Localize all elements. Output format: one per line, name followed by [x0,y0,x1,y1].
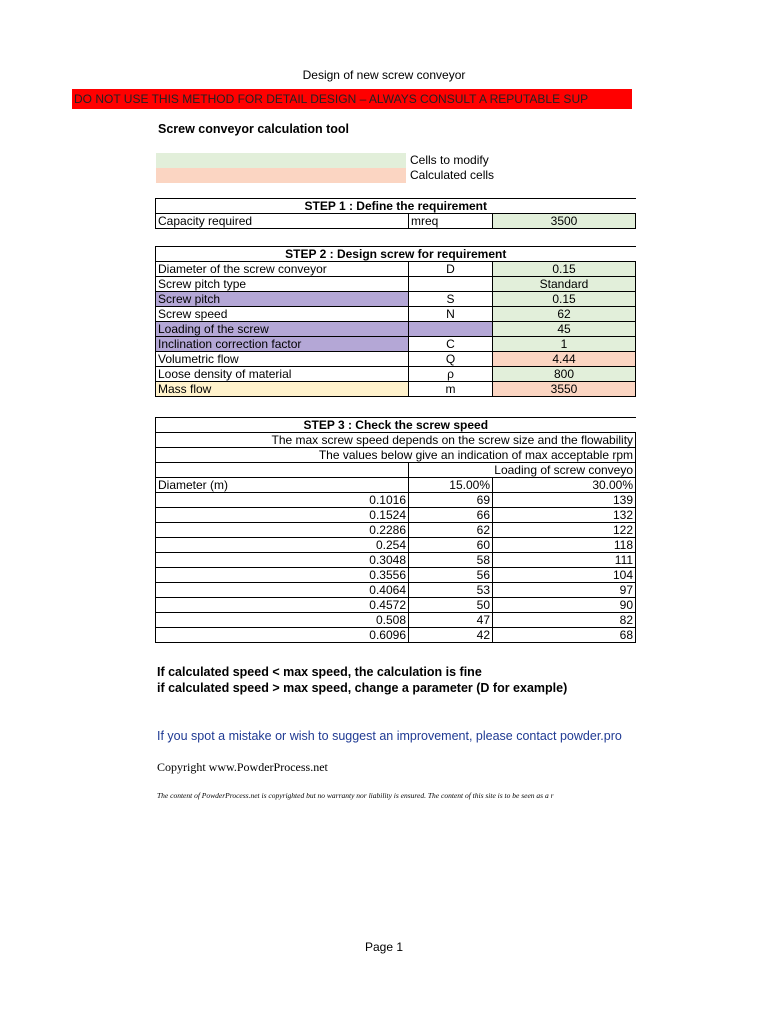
loading-input-cell[interactable]: 45 [493,322,636,337]
calculated-swatch [156,168,406,183]
row-symbol: ρ [409,367,493,382]
table-row [156,214,636,229]
speed-15-cell: 47 [409,613,493,628]
row-label: Screw pitch type [156,277,409,292]
speed-15-cell: 58 [409,553,493,568]
speed-15-cell: 66 [409,508,493,523]
row-symbol: mreq [409,214,493,229]
contact-note: If you spot a mistake or wish to suggest an improvement, please contact powder.pro [157,729,622,743]
diameter-cell: 0.6096 [156,628,409,643]
warning-banner: DO NOT USE THIS METHOD FOR DETAIL DESIGN – ALWAYS CONSULT A REPUTABLE SUP [72,89,632,109]
note-change: if calculated speed > max speed, change a parameter (D for example) [157,681,568,695]
copyright-text: Copyright www.PowderProcess.net [157,760,328,774]
speed-15-cell: 42 [409,628,493,643]
table-row [156,367,636,382]
step2-title: STEP 2 : Design screw for requirement [156,247,636,262]
row-symbol: N [409,307,493,322]
step2-table [155,246,636,397]
table-row [156,307,636,322]
table-row [156,382,636,397]
speed-15-cell: 69 [409,493,493,508]
table-row [156,613,636,628]
row-label: Inclination correction factor [156,337,409,352]
calculated-legend-label: Calculated cells [410,168,495,182]
diameter-cell: 0.3556 [156,568,409,583]
table-row [156,568,636,583]
row-symbol [409,322,493,337]
row-symbol: D [409,262,493,277]
inclination-input-cell[interactable]: 1 [493,337,636,352]
volumetric-flow-cell: 4.44 [493,352,636,367]
row-label: Diameter of the screw conveyor [156,262,409,277]
step1-title: STEP 1 : Define the requirement [156,199,636,214]
document-title: Design of new screw conveyor [302,68,466,82]
pitch-input-cell[interactable]: 0.15 [493,292,636,307]
table-row [156,523,636,538]
row-label: Screw speed [156,307,409,322]
speed-30-cell: 118 [493,538,636,553]
speed-30-cell: 111 [493,553,636,568]
diameter-cell: 0.1016 [156,493,409,508]
row-symbol: S [409,292,493,307]
diameter-cell: 0.508 [156,613,409,628]
row-label: Capacity required [156,214,409,229]
table-row [156,262,636,277]
step3-title: STEP 3 : Check the screw speed [156,418,636,433]
speed-15-cell: 56 [409,568,493,583]
table-row [156,322,636,337]
table-row [156,598,636,613]
diameter-cell: 0.2286 [156,523,409,538]
row-label: Volumetric flow [156,352,409,367]
table-header-row [156,478,636,493]
speed-30-cell: 90 [493,598,636,613]
speed-15-cell: 50 [409,598,493,613]
row-label: Loading of the screw [156,322,409,337]
speed-30-cell: 122 [493,523,636,538]
speed-input-cell[interactable]: 62 [493,307,636,322]
density-input-cell[interactable]: 800 [493,367,636,382]
table-row [156,337,636,352]
table-row [156,493,636,508]
row-symbol: m [409,382,493,397]
speed-30-cell: 104 [493,568,636,583]
blank-cell [156,463,409,478]
speed-30-cell: 68 [493,628,636,643]
diameter-cell: 0.1524 [156,508,409,523]
diameter-cell: 0.4572 [156,598,409,613]
step1-table [155,198,636,229]
tool-subtitle: Screw conveyor calculation tool [158,122,350,136]
row-symbol [409,277,493,292]
row-symbol: C [409,337,493,352]
table-row [156,508,636,523]
speed-30-cell: 132 [493,508,636,523]
loading-header: Loading of screw conveyo [409,463,636,478]
mass-flow-cell: 3550 [493,382,636,397]
speed-30-cell: 82 [493,613,636,628]
table-row [156,292,636,307]
diameter-cell: 0.4064 [156,583,409,598]
modify-swatch [156,153,406,168]
diameter-input-cell[interactable]: 0.15 [493,262,636,277]
table-row [156,628,636,643]
loading-30-header: 30.00% [493,478,636,493]
row-symbol: Q [409,352,493,367]
step3-note-2: The values below give an indication of max acceptable rpm [156,448,636,463]
diameter-column-header: Diameter (m) [156,478,409,493]
step3-table [155,417,636,643]
table-row [156,583,636,598]
table-row [156,553,636,568]
disclaimer-text: The content of PowderProcess.net is copyrighted but no warranty nor liability is ensured. The content of this site is to be seen as a r [157,791,554,800]
pitch-type-input-cell[interactable]: Standard [493,277,636,292]
capacity-input-cell[interactable]: 3500 [493,214,636,229]
step3-note-1: The max screw speed depends on the screw size and the flowability [156,433,636,448]
speed-15-cell: 53 [409,583,493,598]
loading-15-header: 15.00% [409,478,493,493]
table-row [156,277,636,292]
diameter-cell: 0.3048 [156,553,409,568]
table-row [156,538,636,553]
note-fine: If calculated speed < max speed, the calculation is fine [157,665,482,679]
page-number: Page 1 [364,940,404,954]
row-label: Mass flow [156,382,409,397]
speed-15-cell: 60 [409,538,493,553]
speed-30-cell: 139 [493,493,636,508]
speed-15-cell: 62 [409,523,493,538]
speed-30-cell: 97 [493,583,636,598]
diameter-cell: 0.254 [156,538,409,553]
row-label: Loose density of material [156,367,409,382]
row-label: Screw pitch [156,292,409,307]
modify-legend-label: Cells to modify [410,153,489,167]
table-row [156,352,636,367]
